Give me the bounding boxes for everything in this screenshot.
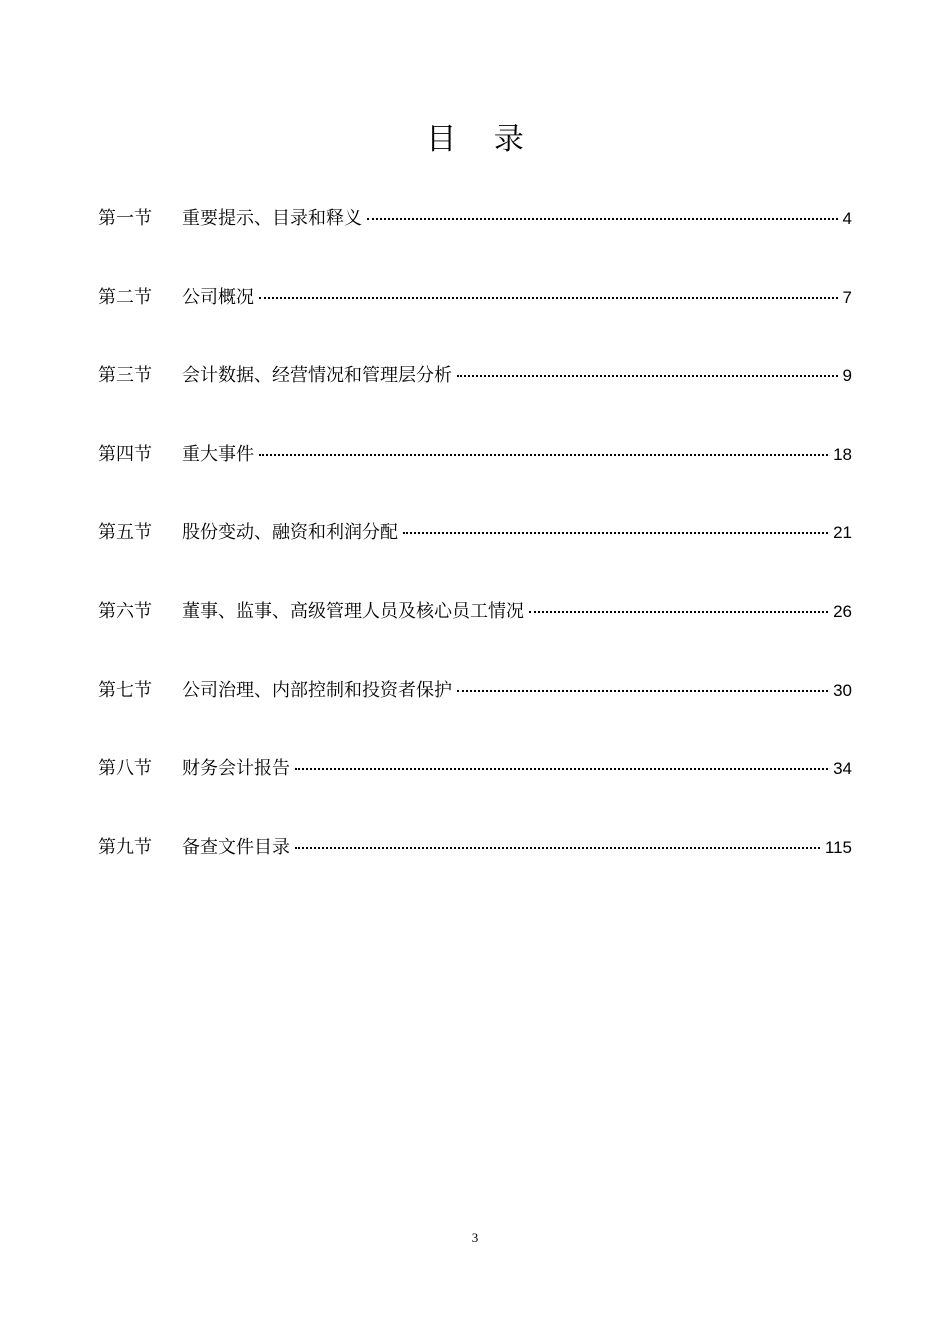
toc-section-title: 董事、监事、高级管理人员及核心员工情况: [182, 600, 524, 622]
toc-dot-leader: [259, 297, 838, 299]
toc-entry[interactable]: [98, 830, 852, 909]
toc-page-number: 7: [842, 287, 852, 307]
toc-entry[interactable]: [98, 751, 852, 830]
toc-dot-leader: [529, 611, 828, 613]
toc-entry[interactable]: [98, 201, 852, 280]
toc-section-title: 重要提示、目录和释义: [182, 208, 362, 229]
toc-entry[interactable]: [98, 673, 852, 752]
toc-entry[interactable]: [98, 358, 852, 437]
toc-section-title: 会计数据、经营情况和管理层分析: [182, 365, 452, 387]
toc-page-number: 4: [842, 209, 852, 228]
toc-title: 目 录: [426, 122, 538, 157]
toc-page-number: 26: [833, 601, 852, 621]
toc-section-title: 股份变动、融资和利润分配: [182, 522, 398, 544]
toc-section-number: 第四节: [98, 443, 152, 465]
toc-list: [98, 201, 852, 908]
toc-page-number: 21: [833, 523, 852, 543]
toc-section-title: 公司治理、内部控制和投资者保护: [182, 679, 452, 701]
toc-section-number: 第八节: [98, 758, 152, 780]
toc-page-number: 18: [833, 444, 852, 464]
toc-section-number: 第九节: [98, 836, 152, 858]
toc-section-number: 第五节: [98, 522, 152, 544]
toc-section-number: 第二节: [98, 286, 152, 308]
toc-section-number: 第一节: [98, 208, 152, 229]
toc-dot-leader: [403, 532, 828, 534]
toc-page-number: 34: [833, 759, 852, 779]
toc-dot-leader: [295, 768, 828, 770]
toc-section-number: 第六节: [98, 600, 152, 622]
footer-page-number: 3: [471, 1230, 479, 1245]
toc-page-number: 9: [842, 366, 852, 386]
toc-dot-leader: [259, 454, 828, 456]
toc-section-title: 备查文件目录: [182, 836, 290, 858]
toc-page-number: 30: [833, 680, 852, 700]
toc-entry[interactable]: [98, 594, 852, 673]
toc-dot-leader: [457, 375, 838, 377]
toc-section-title: 公司概况: [182, 286, 254, 308]
toc-page-number: 115: [824, 837, 852, 857]
toc-entry[interactable]: [98, 437, 852, 516]
toc-entry[interactable]: [98, 515, 852, 594]
toc-section-title: 重大事件: [182, 443, 254, 465]
toc-entry[interactable]: [98, 280, 852, 359]
toc-section-number: 第三节: [98, 365, 152, 387]
toc-section-title: 财务会计报告: [182, 758, 290, 780]
toc-dot-leader: [295, 847, 820, 849]
toc-dot-leader: [457, 690, 828, 692]
toc-dot-leader: [367, 218, 838, 220]
toc-section-number: 第七节: [98, 679, 152, 701]
